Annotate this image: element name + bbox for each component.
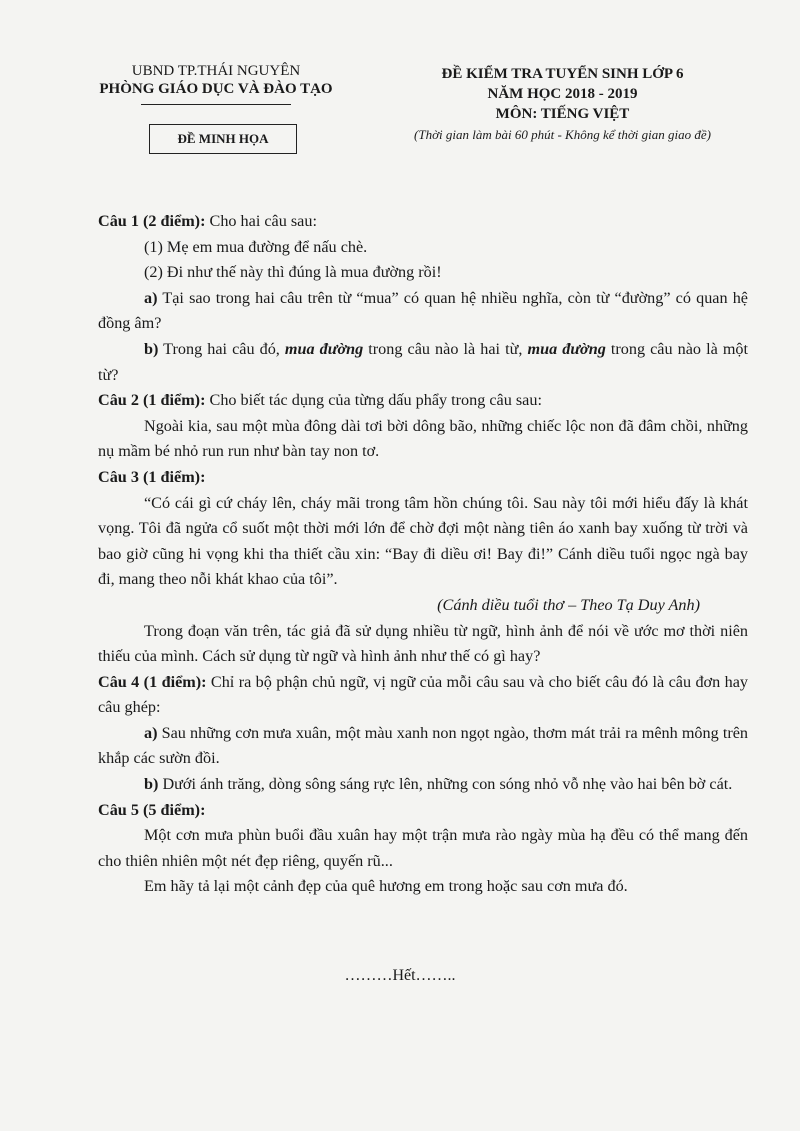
question-5-label: Câu 5 (5 điểm): [98,800,206,819]
question-1-lead: Cho hai câu sau: [205,212,317,230]
end-marker: ………Hết…….. [344,967,456,984]
question-3-source: (Cánh diều tuổi thơ – Theo Tạ Duy Anh) [437,595,700,614]
question-3-label: Câu 3 (1 điểm): [98,467,206,486]
question-1-label: Câu 1 (2 điểm): [98,212,206,230]
issuer-block [92,62,340,105]
exam-body [98,209,748,900]
issuer-city: UBND TP.THÁI NGUYÊN [131,63,301,79]
question-5-paragraph-2: Em hãy tả lại một cảnh đẹp của quê hương em trong hoặc sau cơn mưa đó. [144,877,628,896]
time-note: (Thời gian làm bài 60 phút - Không kể thời gian giao đề) [414,127,711,142]
question-1-heading [98,209,748,235]
sample-exam-box: ĐỀ MINH HỌA [149,124,297,154]
question-2-heading [98,388,748,414]
question-4-label: Câu 4 (1 điểm): [98,672,207,691]
question-1-sentence-1: (1) Mẹ em mua đường để nấu chè. [144,237,368,256]
subject: MÔN: TIẾNG VIỆT [495,106,630,122]
question-1-part-a: a) Tại sao trong hai câu trên từ “mua” có quan hệ nhiều nghĩa, còn từ “đường” có quan hệ đồng âm? [98,288,748,333]
question-4-part-b: b) Dưới ánh trăng, dòng sông sáng rực lên, những con sóng nhỏ vỗ nhẹ vào hai bên bờ cát. [144,775,733,794]
question-4-part-a: a) Sau những cơn mưa xuân, một màu xanh non ngọt ngào, thơm mát trải ra mênh mông trên khắp các sườn đồi. [98,723,748,768]
question-2-label: Câu 2 (1 điểm): [98,391,206,410]
issuer-underline [141,104,291,105]
exam-title: ĐỀ KIỂM TRA TUYỂN SINH LỚP 6 [441,66,684,82]
question-5-heading [98,798,748,824]
question-3-prompt: Trong đoạn văn trên, tác giả đã sử dụng nhiều từ ngữ, hình ảnh để nói về ước mơ thời niên thiếu của mình. Cách sử dụng từ ngữ và hình ảnh như thế có gì hay? [98,621,748,666]
school-year: NĂM HỌC 2018 - 2019 [487,86,638,102]
question-5-paragraph-1: Một cơn mưa phùn buổi đầu xuân hay một trận mưa rào ngày mùa hạ đều có thể mang đến cho thiên nhiên một nét đẹp riêng, quyến rũ... [98,826,748,870]
question-4-lead: Chỉ ra bộ phận chủ ngữ, vị ngữ của mỗi câu sau và cho biết câu đó là câu đơn hay câu ghép: [98,672,748,717]
question-2-sentence: Ngoài kia, sau một mùa đông dài tơi bời dông bão, những chiếc lộc non đã đâm chồi, những nụ mầm bé nhỏ run run như bàn tay non tơ. [98,416,748,461]
exam-title-block [370,64,755,145]
issuer-department: PHÒNG GIÁO DỤC VÀ ĐÀO TẠO [99,81,333,97]
question-1-sentence-2: (2) Đi như thế này thì đúng là mua đường rồi! [144,263,442,282]
question-2-lead: Cho biết tác dụng của từng dấu phẩy trong câu sau: [205,391,542,410]
question-3-heading [98,465,748,491]
question-4-heading [98,670,748,721]
question-1-part-b: b) Trong hai câu đó, mua đường trong câu nào là hai từ, mua đường trong câu nào là một từ? [98,339,749,384]
question-3-quote: “Có cái gì cứ cháy lên, cháy mãi trong tâm hồn chúng tôi. Sau này tôi mới hiểu đấy là khát vọng. Tôi đã ngửa cổ suốt một thời mới lớn để chờ đợi một nàng tiên áo xanh bay xuống từ trời và bao giờ cũng hi vọng khi tha thiết cầu xin: “Bay đi diều ơi! Bay đi!” Cánh diều tuổi ngọc ngà bay đi, mang theo nỗi khát khao của tôi”. [98,493,748,589]
